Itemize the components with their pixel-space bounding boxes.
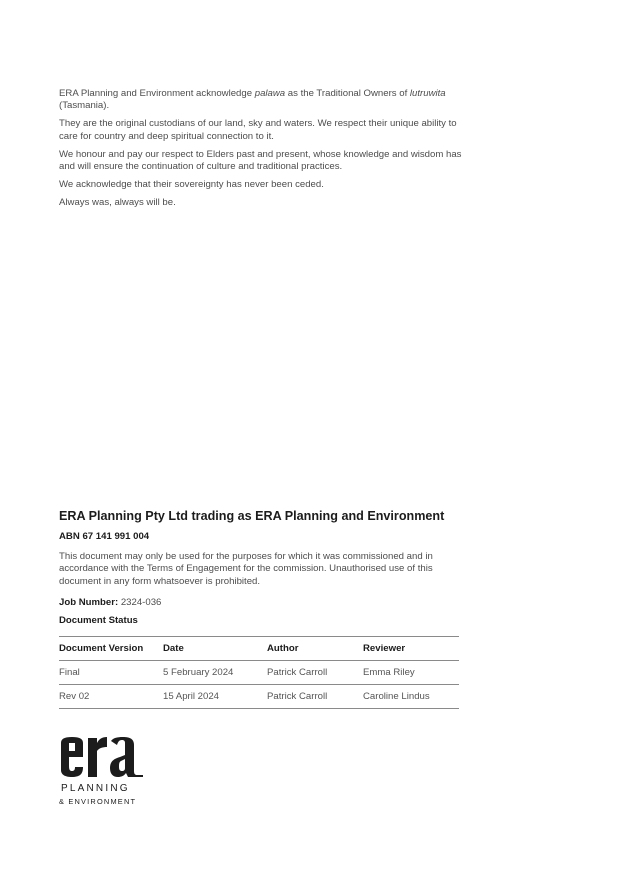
- era-wordmark-icon: [59, 737, 147, 781]
- letter-r: [88, 737, 107, 777]
- letter-a: [110, 737, 143, 777]
- cell-reviewer: Emma Riley: [363, 661, 459, 685]
- logo-environment-text: & ENVIRONMENT: [59, 797, 137, 806]
- letter-e: [61, 737, 83, 777]
- table-header-row: [59, 637, 459, 661]
- job-number-label: Job Number:: [59, 597, 119, 608]
- era-logo: [59, 737, 149, 809]
- cell-author: Patrick Carroll: [267, 685, 363, 709]
- ack-paragraph-2: They are the original custodians of our land, sky and waters. We respect their unique ability to care for country and deep spiritual connection to it.: [59, 118, 457, 142]
- cell-version: Rev 02: [59, 685, 163, 709]
- document-status-title: Document Status: [59, 615, 138, 626]
- header-date: Date: [163, 637, 267, 661]
- ack-paragraph-3: We honour and pay our respect to Elders past and present, whose knowledge and wisdom has and will ensure the continuation of culture and traditional practices.: [59, 148, 462, 173]
- job-number: [59, 597, 161, 608]
- header-reviewer: Reviewer: [363, 637, 459, 661]
- logo-planning-text: PLANNING: [61, 783, 130, 794]
- ack-paragraph-4: We acknowledge that their sovereignty has never been ceded.: [59, 178, 324, 190]
- abn: ABN 67 141 991 004: [59, 531, 150, 542]
- header-document-version: Document Version: [59, 637, 163, 661]
- table-row: [59, 661, 459, 685]
- job-number-value: 2324-036: [120, 597, 162, 608]
- acknowledgement-of-country: [59, 88, 469, 215]
- ack-paragraph-5: Always was, always will be.: [59, 196, 176, 208]
- disclaimer: This document may only be used for the purposes for which it was commissioned and in accordance with the Terms of Engagement for the commission. Unauthorised use of this document in any form whatsoever is prohibited.: [59, 551, 433, 587]
- lutruwita-term: lutruwita: [409, 88, 446, 99]
- cell-date: 15 April 2024: [163, 685, 267, 709]
- cell-version: Final: [59, 661, 163, 685]
- header-author: Author: [267, 637, 363, 661]
- palawa-term: palawa: [254, 88, 286, 99]
- document-status-table: [59, 636, 459, 709]
- company-name: ERA Planning Pty Ltd trading as ERA Planning and Environment: [59, 509, 445, 523]
- table-row: [59, 685, 459, 709]
- ack-paragraph-1: ERA Planning and Environment acknowledge palawa as the Traditional Owners of lutruwita (Tasmania).: [59, 88, 446, 112]
- cell-reviewer: Caroline Lindus: [363, 685, 459, 709]
- cell-author: Patrick Carroll: [267, 661, 363, 685]
- cell-date: 5 February 2024: [163, 661, 267, 685]
